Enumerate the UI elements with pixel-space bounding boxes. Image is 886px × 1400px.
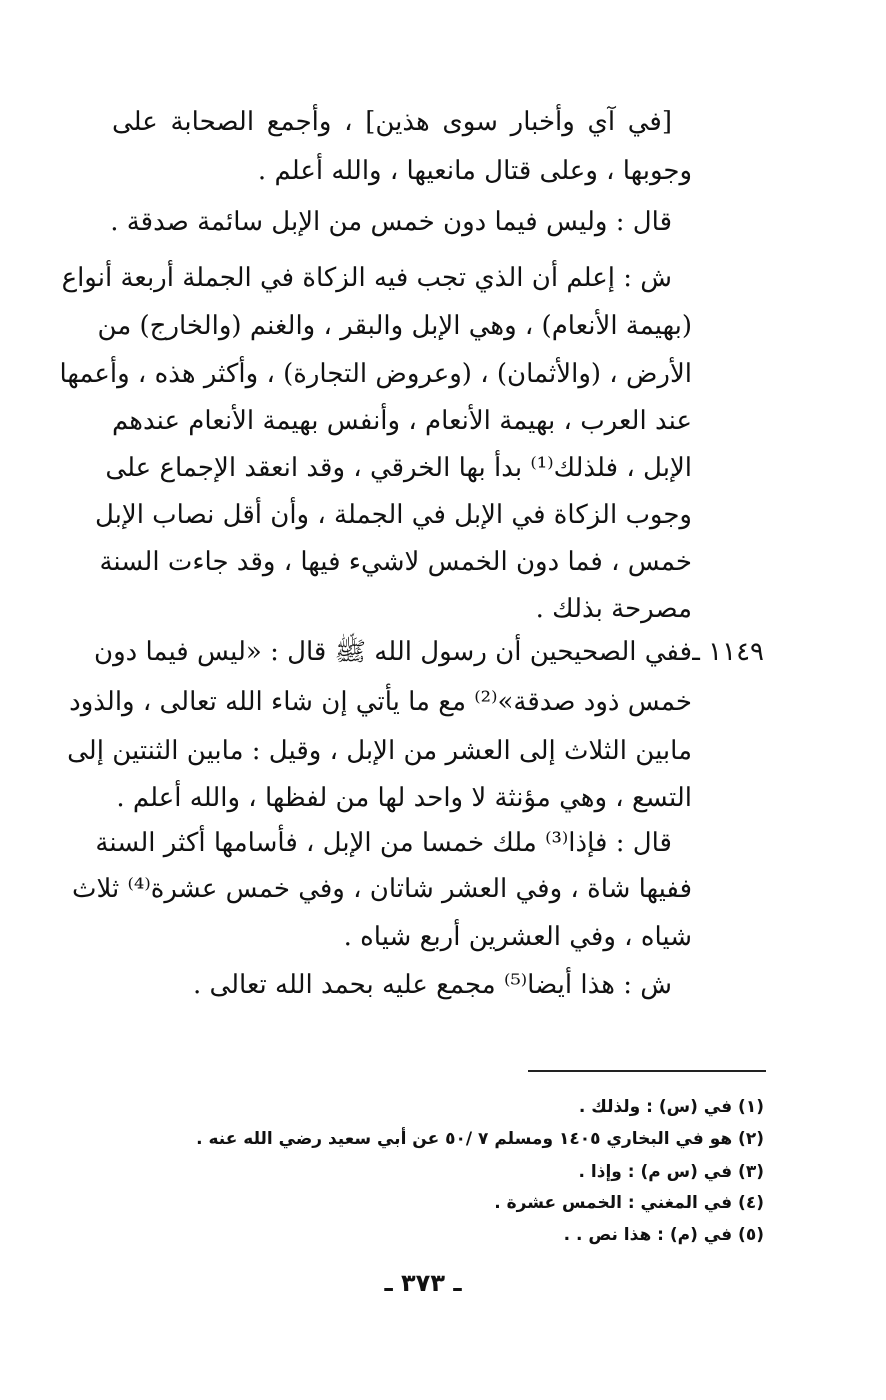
text-line: عند العرب ، بهيمة الأنعام ، وأنفس بهيمة الأنعام عندهم [112,406,692,436]
text-line: التسع ، وهي مؤنثة لا واحد لها من لفظها ، والله أعلم . [116,783,692,813]
footnote: (٣) في (س م) : وإذا . [578,1162,764,1182]
text-line: خمس ، فما دون الخمس لاشيء فيها ، وقد جاءت السنة [99,547,692,577]
text-line: خمس ذود صدقة»⁽²⁾ مع ما يأتي إن شاء الله تعالى ، والذود [69,687,692,717]
text-line: الأرض ، (والأثمان) ، (وعروض التجارة) ، وأكثر هذه ، وأعمها [59,359,692,389]
footnote-separator [528,1070,766,1072]
footnote: (٢) هو في البخاري ١٤٠٥ ومسلم ٧ /٥٠ عن أبي سعيد رضي الله عنه . [196,1129,764,1149]
text-line: ش : هذا أيضا⁽⁵⁾ مجمع عليه بحمد الله تعالى . [192,970,672,1000]
text-line: وجوب الزكاة في الإبل في الجملة ، وأن أقل نصاب الإبل [94,500,692,530]
text-line: وجوبها ، وعلى قتال مانعيها ، والله أعلم . [257,156,692,186]
footnote: (١) في (س) : ولذلك . [578,1097,764,1117]
text-line: قال : وليس فيما دون خمس من الإبل سائمة صدقة . [110,207,672,237]
text-line: (بهيمة الأنعام) ، وهي الإبل والبقر ، والغنم (والخارج) من [97,311,692,341]
text-line: الإبل ، فلذلك⁽¹⁾ بدأ بها الخرقي ، وقد انعقد الإجماع على [105,453,692,483]
text-line: ش : إعلم أن الذي تجب فيه الزكاة في الجملة أربعة أنواع [61,263,672,293]
text-line: شياه ، وفي العشرين أربع شياه . [343,922,692,952]
text-line: قال : فإذا⁽³⁾ ملك خمسا من الإبل ، فأسامها أكثر السنة [95,828,672,858]
page-number: ـ ٣٧٣ ـ [384,1269,462,1297]
footnote: (٥) في (م) : هذا نص . . [563,1225,764,1245]
text-line: ففي الصحيحين أن رسول الله ﷺ قال : «ليس فيما دون [94,637,692,667]
footnote: (٤) في المغني : الخمس عشرة . [494,1193,764,1213]
text-line: [في آي وأخبار سوى هذين] ، وأجمع الصحابة على [112,107,672,137]
hadith-number: ١١٤٩ ـ [692,637,764,667]
text-line: ففيها شاة ، وفي العشر شاتان ، وفي خمس عشرة⁽⁴⁾ ثلاث [72,874,692,904]
text-line: مصرحة بذلك . [535,594,692,624]
text-line: مابين الثلاث إلى العشر من الإبل ، وقيل : مابين الثنتين إلى [67,736,692,766]
